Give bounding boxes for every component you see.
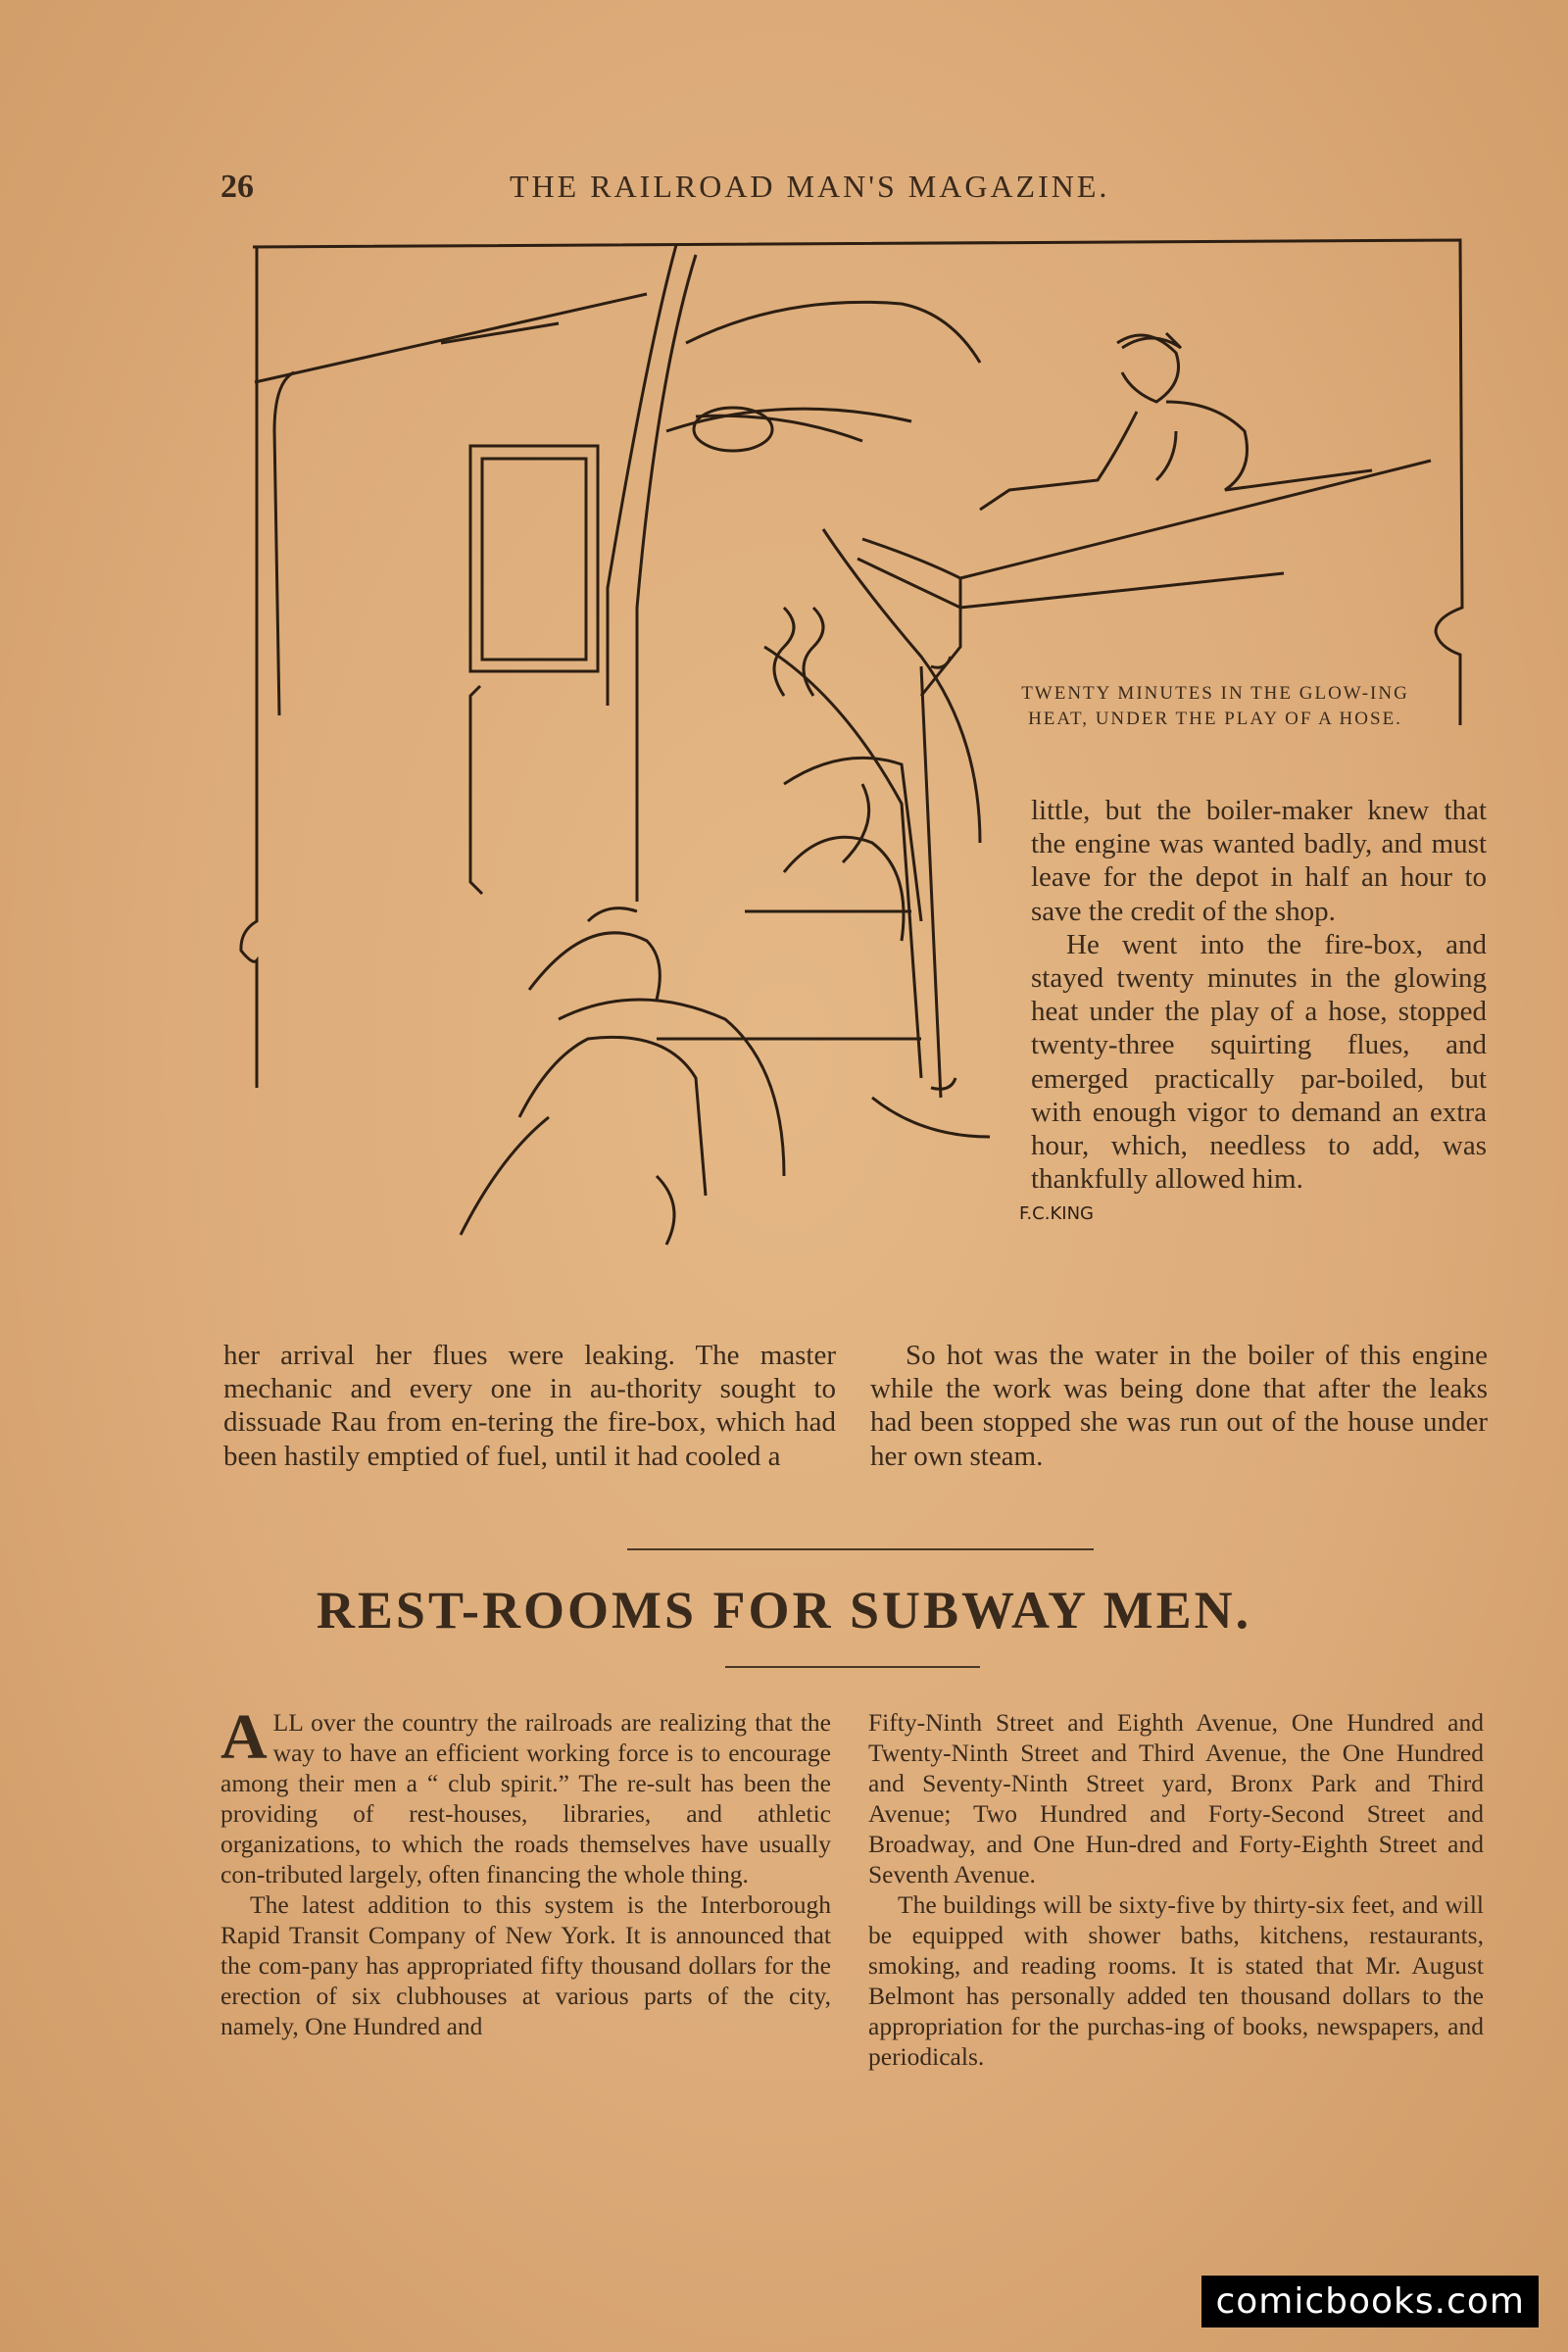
story-right-column [1031,794,1487,1196]
article-paragraph: The buildings will be sixty-five by thirty-six feet, and will be equipped with shower baths, kitchens, restaurants, smoking, and reading rooms. It is stated that Mr. August Belmont has personally added ten thousand dollars to the appropriation for the purchas-ing of books, newspapers, and periodicals. [868,1890,1484,2071]
illustration-signature: F.C.KING [1019,1203,1094,1224]
page-number: 26 [220,169,254,205]
headline-rule [725,1666,980,1668]
section-divider [627,1548,1094,1550]
article-headline: REST-ROOMS FOR SUBWAY MEN. [316,1581,1252,1640]
article-paragraph-text: LL over the country the railroads are realizing that the way to have an efficient working force is to encourage among their men a “ club spirit.” The re-sult has been the providing of rest-houses, libraries, and athletic organizations, to which the roads themselves have usually con-tributed largely, often financing the whole thing. [220,1708,831,1888]
story-paragraph: So hot was the water in the boiler of this engine while the work was being done that after the leaks had been stopped she was run out of the house under her own steam. [870,1340,1488,1472]
story-paragraph: little, but the boiler-maker knew that the engine was wanted badly, and must leave for the depot in half an hour to save the credit of the shop. [1031,795,1487,927]
story-paragraph: He went into the fire-box, and stayed twenty minutes in the glowing heat under the play of a hose, stopped twenty-three squirting flues, and emerged practically par-boiled, but with enough vigor to demand an extra hour, which, needless to add, was thankfully allowed him. [1031,928,1487,1196]
article-paragraph: Fifty-Ninth Street and Eighth Avenue, One Hundred and Twenty-Ninth Street and Third Avenue, the One Hundred and Seventy-Ninth Street yard, Bronx Park and Third Avenue; Two Hundred and Forty-Second Street and Broadway, and One Hun-dred and Forty-Eighth Street and Seventh Avenue. [868,1708,1484,1888]
illustration-caption: TWENTY MINUTES IN THE GLOW-ING HEAT, UNDER THE PLAY OF A HOSE. [1021,683,1409,729]
article-left-column [220,1701,831,2041]
running-title: THE RAILROAD MAN'S MAGAZINE. [510,169,1110,204]
story-paragraph: her arrival her flues were leaking. The master mechanic and every one in au-thority sought to dissuade Rau from en-tering the fire-box, which had been hastily emptied of fuel, until it had cooled a [223,1340,836,1472]
site-watermark: comicbooks.com [1201,2276,1539,2328]
article-right-column [868,1707,1484,2072]
drop-cap: A [220,1701,268,1773]
article-paragraph: The latest addition to this system is the Interborough Rapid Transit Company of New York. It is announced that the com-pany has appropriated fifty thousand dollars for the erection of six clubhouses at various parts of the city, namely, One Hundred and [220,1890,831,2040]
story-lower-right [870,1339,1488,1473]
story-lower-left [223,1339,836,1473]
article-paragraph [220,1701,831,1889]
